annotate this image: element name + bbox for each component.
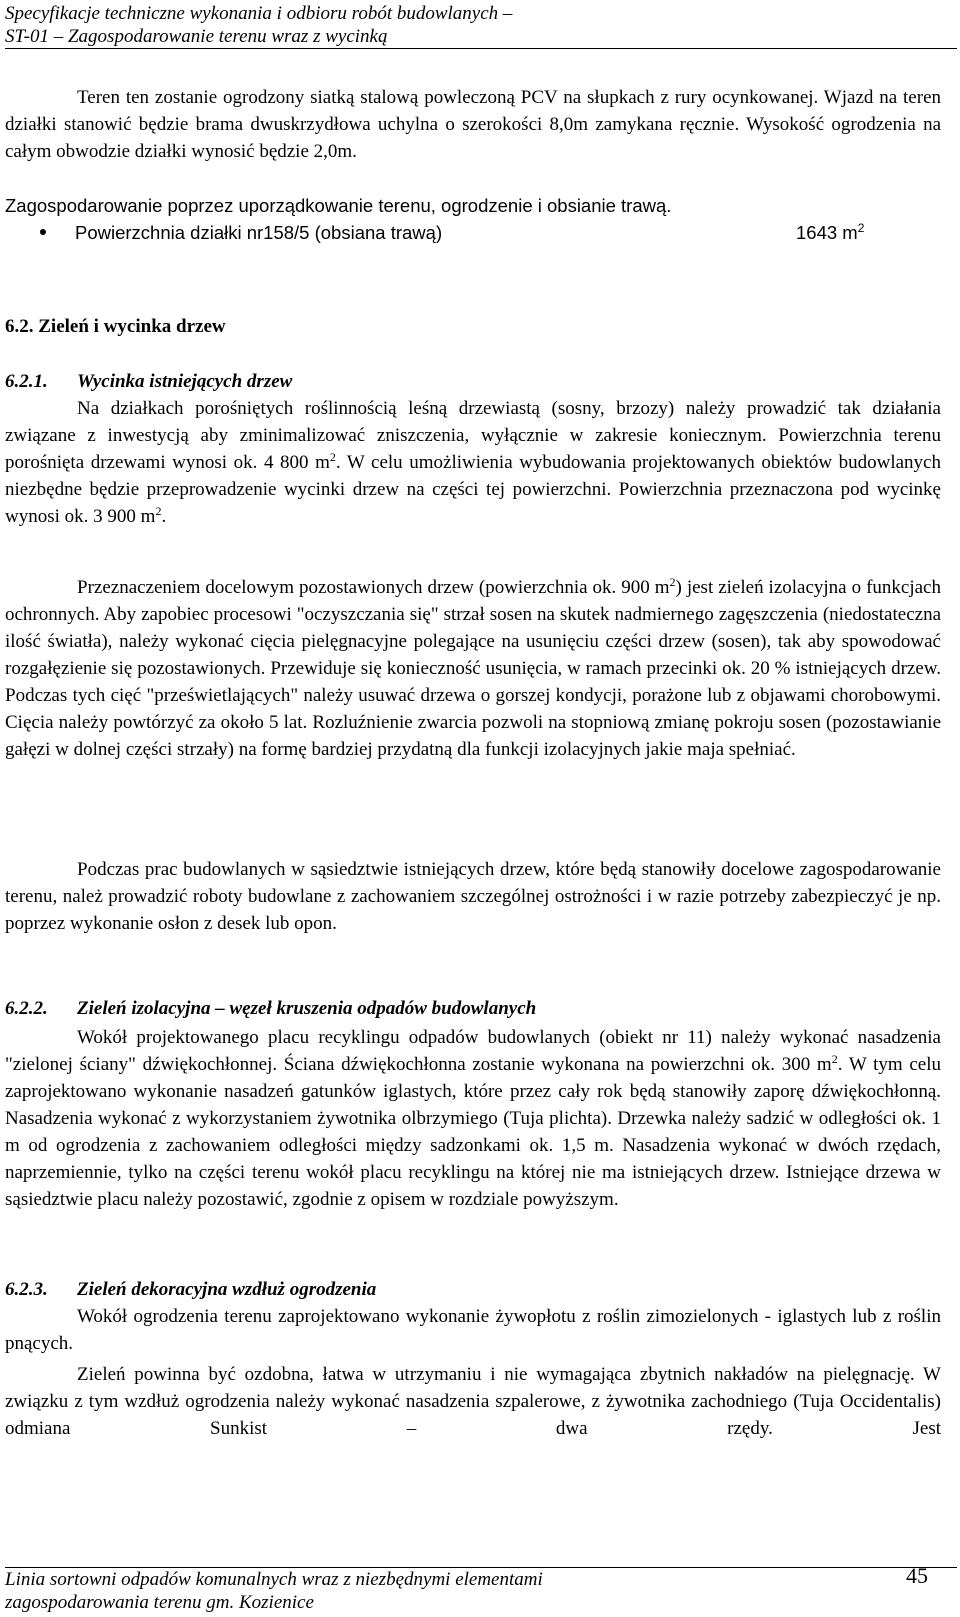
- page-footer: [5, 1568, 957, 1614]
- bullet-icon: [40, 229, 46, 235]
- header-line-2: ST-01 – Zagospodarowanie terenu wraz z wycinką: [5, 26, 388, 47]
- izolacyjna-paragraph: Wokół projektowanego placu recyklingu odpadów budowlanych (obiekt nr 11) należy wykonać nasadzenia "zielonej ściany" dźwiękochłonnej. Ściana dźwiękochłonna zostanie wykonana na powierzchni ok. 300 $m^2$. W tym celu zaprojektowano wykonanie nasadzeń gatunków iglastych, które przez cały rok będą stanowiły zaporę dźwiękochłonną. Nasadzenia wykonać z wykorzystaniem żywotnika olbrzymiego (Tuja plichta). Drzewka należy sadzić w odległości ok. 1 m od ogrodzenia z zachowaniem odległości między sadzonkami ok. 1,5 m. Nasadzenia wykonać w dwóch rzędach, naprzemiennie, tylko na części terenu wokół placu recyklingu na której nie ma istniejących drzew. Istniejące drzewa w sąsiedztwie placu należy pozostawić, zgodnie z opisem w rozdziale powyższym.: [5, 1027, 941, 1210]
- subsection-heading-6-2-2: 6.2.2. Zieleń izolacyjna – węzeł kruszenia odpadów budowlanych: [5, 998, 537, 1019]
- subsection-heading-6-2-3: 6.2.3. Zieleń dekoracyjna wzdłuż ogrodzenia: [5, 1279, 377, 1300]
- dekoracyjna-paragraph-2: Zieleń powinna być ozdobna, łatwa w utrzymaniu i nie wymagająca zbytnich nakładów na pielęgnację. W związku z tym wzdłuż ogrodzenia należy wykonać nasadzenia szpalerowe, z żywotnika zachodniego (Tuja Occidentalis) odmiana Sunkist – dwa rzędy. Jest: [5, 1364, 941, 1439]
- footer-divider: [5, 1567, 957, 1568]
- wycinka-paragraph-1: Na działkach porośniętych roślinnością leśną drzewiastą (sosny, brzozy) należy prowadzić tak działania związane z inwestycją aby zminimalizować zniszczenia, wyłącznie w zakresie koniecznym. Powierzchnia terenu porośnięta drzewami wynosi ok. 4 800 $m^2$. W celu umożliwienia wybudowania projektowanych obiektów budowlanych niezbędne będzie przeprowadzenie wycinki drzew na części tej powierzchni. Powierzchnia przeznaczona pod wycinkę wynosi ok. 3 900 $m^2$.: [5, 398, 941, 527]
- wycinka-paragraph-3: Podczas prac budowlanych w sąsiedztwie istniejących drzew, które będą stanowiły docelowe zagospodarowanie terenu, należ prowadzić roboty budowlane z zachowaniem szczególnej ostrożności i w razie potrzeby zabezpieczyć je np. poprzez wykonanie osłon z desek lub opon.: [5, 859, 941, 934]
- footer-line-2: zagospodarowania terenu gm. Kozienice: [5, 1592, 314, 1613]
- footer-line-1: Linia sortowni odpadów komunalnych wraz z niezbędnymi elementami: [5, 1569, 543, 1590]
- wycinka-paragraph-2: Przeznaczeniem docelowym pozostawionych drzew (powierzchnia ok. 900 $m^2$) jest zieleń izolacyjna o funkcjach ochronnych. Aby zapobiec procesowi "oczyszczania się" strzał sosen na skutek nadmiernego zagęszczenia (niedostateczna ilość światła), należy wykonać cięcia pielęgnacyjne polegające na usunięciu części drzew (sosen), tak aby spowodować rozgałęzienie się pozostawionych. Przewiduje się konieczność usunięcia, w ramach przecinki ok. 20 % istniejących drzew. Podczas tych cięć "prześwietlających" należy usuwać drzewa o gorszej kondycji, porażone lub z objawami chorobowymi. Cięcia należy powtórzyć za około 5 lat. Rozluźnienie zwarcia pozwoli na stopniową zmianę pokroju sosen (pozostawianie gałęzi w dolnej części strzały) na formę bardziej przydatną dla funkcji izolacyjnych jakie maja spełniać.: [5, 575, 941, 760]
- area-label: Powierzchnia działki nr158/5 (obsiana trawą): [75, 222, 443, 243]
- page-number: 45: [906, 1563, 928, 1588]
- subsection-heading-6-2-1: 6.2.1. Wycinka istniejących drzew: [5, 371, 293, 392]
- section-heading-6-2: 6.2. Zieleń i wycinka drzew: [5, 316, 226, 337]
- page-header: [5, 2, 957, 49]
- intro-paragraph: Teren ten zostanie ogrodzony siatką stalową powleczoną PCV na słupkach z rury ocynkowanej. Wjazd na teren działki stanowić będzie brama dwuskrzydłowa uchylna o szerokości 8,0m zamykana ręcznie. Wysokość ogrodzenia na całym obwodzie działki wynosić będzie 2,0m.: [5, 87, 941, 162]
- header-line-1: Specyfikacje techniczne wykonania i odbioru robót budowlanych –: [5, 3, 513, 24]
- area-value: 1643 $m^2$: [796, 221, 865, 243]
- intro-paragraph-2: Zagospodarowanie poprzez uporządkowanie terenu, ogrodzenie i obsianie trawą.: [5, 195, 672, 216]
- dekoracyjna-paragraph-1: Wokół ogrodzenia terenu zaprojektowano wykonanie żywopłotu z roślin zimozielonych - iglastych lub z roślin pnących.: [5, 1306, 941, 1354]
- area-bullet: [40, 219, 920, 246]
